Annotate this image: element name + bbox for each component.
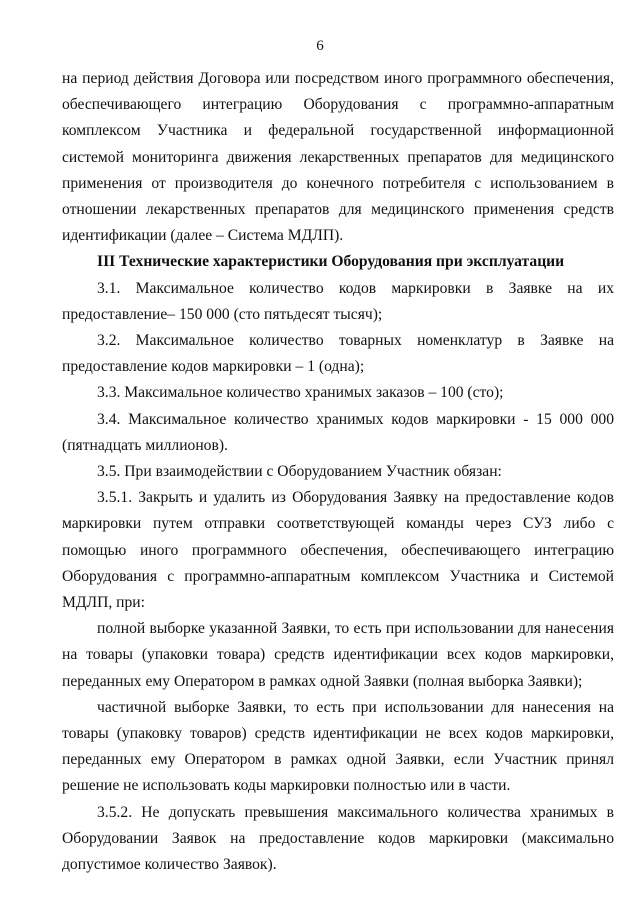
page-number: 6 [316, 38, 324, 54]
section-heading: III Технические характеристики Оборудования при эксплуатации [97, 253, 565, 271]
paragraph-full-selection: полной выборке указанной Заявки, то есть при использовании для нанесения на товары (упаковки товара) средств идентификации всех кодов маркировки, переданных ему Оператором в рамках одной Заявки (полная выборка Заявки); [62, 620, 614, 690]
paragraph-3-4: 3.4. Максимальное количество хранимых кодов маркировки - 15 000 000 (пятнадцать миллионов). [62, 410, 614, 454]
paragraph-intro: на период действия Договора или посредством иного программного обеспечения, обеспечивающего интеграцию Оборудования с программно-аппаратным комплексом Участника и федеральной государственной информационной системой мониторинга движения лекарственных препаратов для медицинского применения от производителя до конечного потребителя с использованием в отношении лекарственных препаратов для медицинского применения средств идентификации (далее – Система МДЛП). [62, 70, 614, 245]
paragraph-3-5-2: 3.5.2. Не допускать превышения максимального количества хранимых в Оборудовании Заявок на предоставление кодов маркировки (максимально допустимое количество Заявок). [62, 803, 614, 874]
paragraph-partial-selection: частичной выборке Заявки, то есть при использовании для нанесения на товары (упаковку товаров) средств идентификации не всех кодов маркировки, переданных ему Оператором в рамках одной Заявки, если Участник принял решение не использовать коды маркировки полностью или в части. [62, 698, 614, 795]
paragraph-3-5-1: 3.5.1. Закрыть и удалить из Оборудования Заявку на предоставление кодов маркировки путем отправки соответствующей команды через СУЗ либо с помощью иного программного обеспечения, обеспечивающего интеграцию Оборудования с программно-аппаратным комплексом Участника и Системой МДЛП, при: [62, 489, 614, 612]
paragraph-3-3: 3.3. Максимальное количество хранимых заказов – 100 (сто); [97, 384, 504, 402]
paragraph-3-5: 3.5. При взаимодействии с Оборудованием Участник обязан: [97, 463, 502, 481]
paragraph-3-1: 3.1. Максимальное количество кодов маркировки в Заявке на их предоставление– 150 000 (сто пятьдесят тысяч); [62, 279, 614, 323]
paragraph-3-2: 3.2. Максимальное количество товарных номенклатур в Заявке на предоставление кодов маркировки – 1 (одна); [62, 332, 614, 376]
document-body [62, 66, 614, 878]
